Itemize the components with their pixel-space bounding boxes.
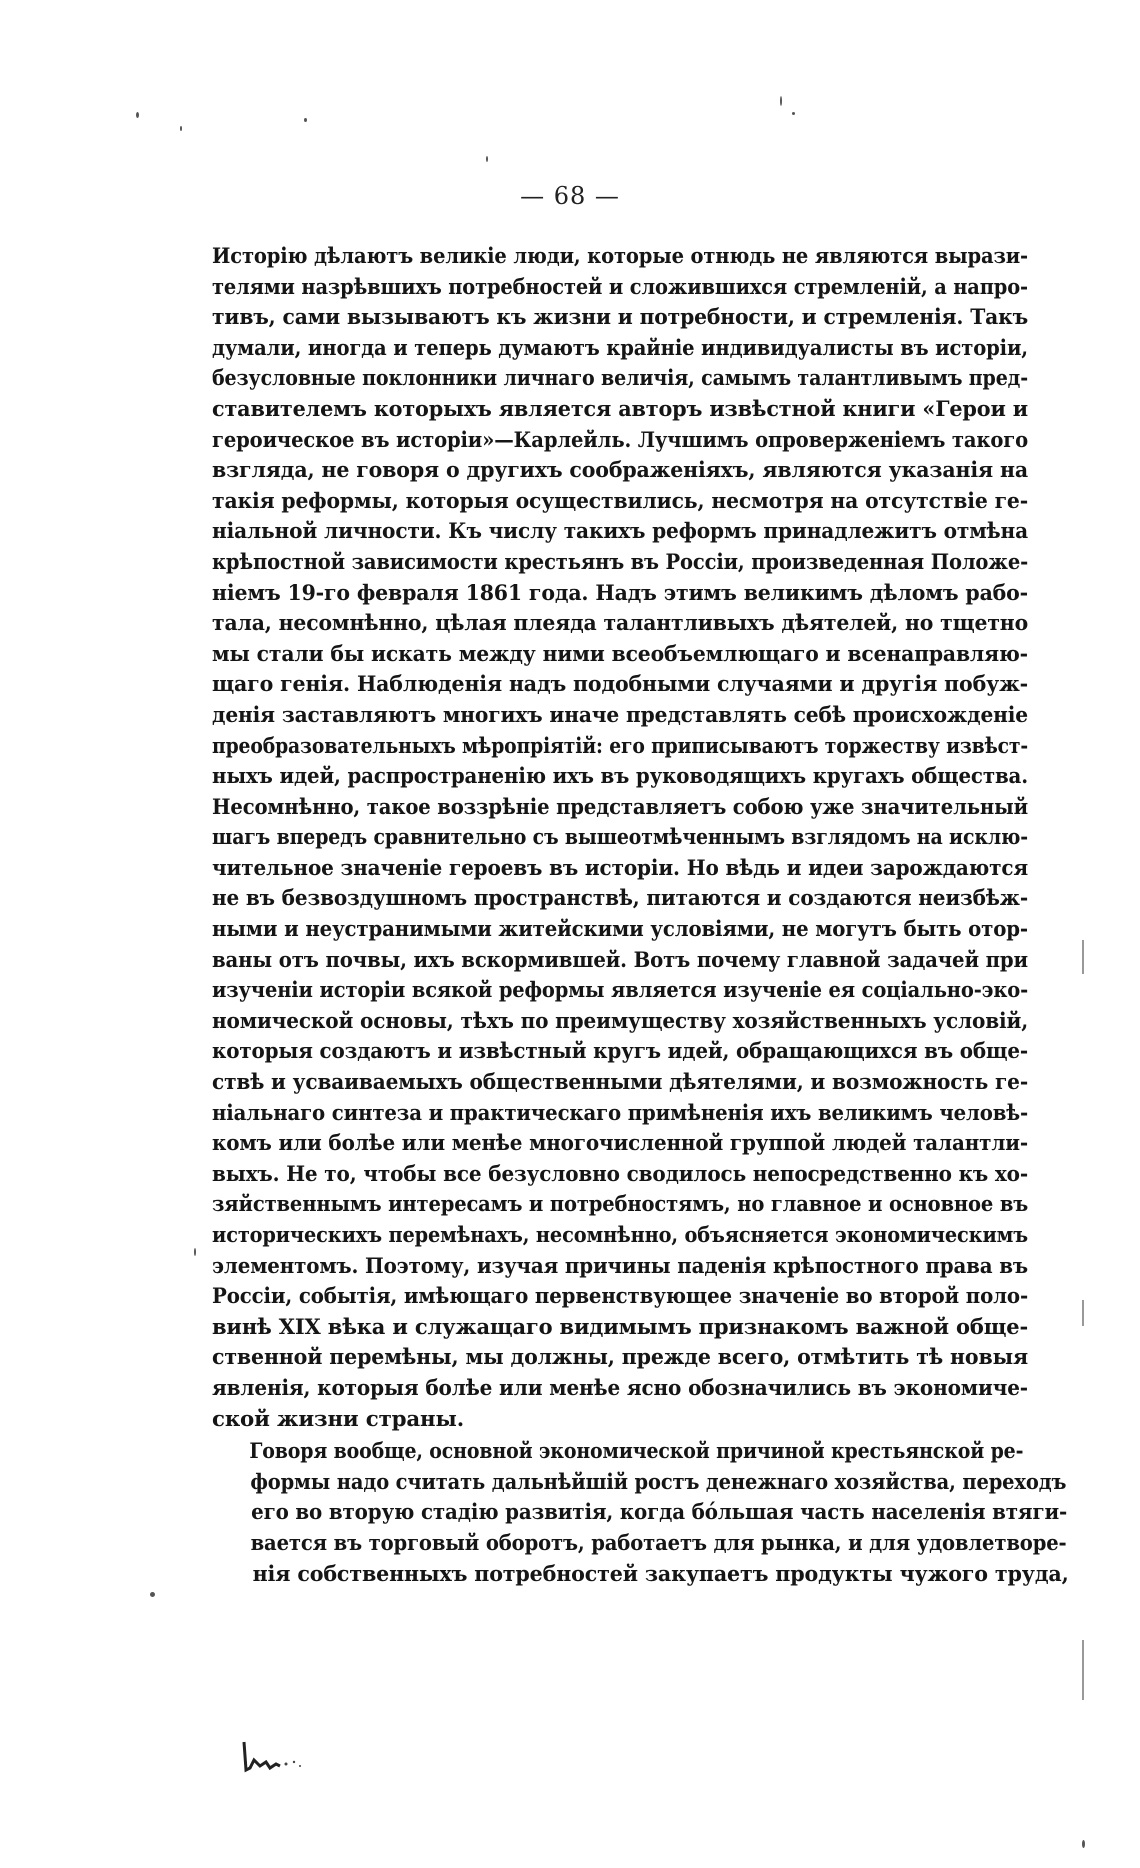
- text-line: нія собственныхъ потребностей закупаетъ продукты чужого труда,: [252, 1561, 1069, 1587]
- text-line: телями назрѣвшихъ потребностей и сложившихся стремленій, а напро-: [212, 274, 1028, 300]
- scan-speck: [792, 112, 795, 115]
- text-line: чительное значеніе героевъ въ исторіи. Но вѣдь и идеи зарождаются: [212, 855, 1029, 881]
- text-line: щаго генія. Наблюденія надъ подобными случаями и другія побуж-: [212, 672, 1029, 698]
- text-line: которыя создаютъ и извѣстный кругъ идей, обращающихся въ обще-: [212, 1039, 1028, 1065]
- text-line: крѣпостной зависимости крестьянъ въ Россіи, произведенная Положе-: [212, 549, 1029, 575]
- text-line: формы надо считать дальнѣйшій ростъ денежнаго хозяйства, переходъ: [250, 1469, 1067, 1495]
- text-line: Говоря вообще, основной экономической причиной крестьянской ре-: [249, 1439, 1024, 1465]
- text-line: ской жизни страны.: [212, 1406, 464, 1432]
- text-line: комъ или болѣе или менѣе многочисленной группой людей талантли-: [212, 1131, 1029, 1157]
- text-line: Исторію дѣлаютъ великіе люди, которые отнюдь не являются вырази-: [212, 244, 1029, 269]
- text-line: Россіи, событія, имѣющаго первенствующее значеніе во второй поло-: [212, 1284, 1029, 1310]
- paragraph-1: [212, 242, 1028, 1435]
- text-line: изученіи исторіи всякой реформы является изученіе ея соціально-эко-: [212, 978, 1029, 1004]
- text-line: ныхъ идей, распространенію ихъ въ руководящихъ кругахъ общества.: [212, 764, 1028, 790]
- text-line: зяйственнымъ интересамъ и потребностямъ, но главное и основное въ: [212, 1192, 1029, 1218]
- text-line: тала, несомнѣнно, цѣлая плеяда талантливыхъ дѣятелей, но тщетно: [212, 611, 1029, 637]
- text-line: его во вторую стадію развитія, когда бо́льшая часть населенія втяги-: [251, 1500, 1068, 1526]
- text-line: не въ безвоздушномъ пространствѣ, питаются и создаются неизбѣж-: [212, 886, 1029, 912]
- text-line: ставителемъ которыхъ является авторъ извѣстной книги «Герои и: [212, 396, 1028, 422]
- text-line: ными и неустранимыми житейскими условіями, не могутъ быть отор-: [212, 917, 1028, 943]
- text-line: историческихъ перемѣнахъ, несомнѣнно, объясняется экономическимъ: [212, 1223, 1028, 1248]
- text-line: ствѣ и усваиваемыхъ общественными дѣятелями, и возможность ге-: [212, 1070, 1029, 1096]
- text-line: Несомнѣнно, такое воззрѣніе представляетъ собою уже значительный: [212, 794, 1028, 820]
- edge-mark: [1082, 1300, 1084, 1326]
- text-line: безусловные поклонники личнаго величія, самымъ талантливымъ пред-: [212, 366, 1029, 392]
- text-line: ніемъ 19-го февраля 1861 года. Надъ этимъ великимъ дѣломъ рабо-: [212, 580, 1029, 606]
- text-line: элементомъ. Поэтому, изучая причины паденія крѣпостного права въ: [212, 1253, 1028, 1279]
- text-line: шагъ впередъ сравнительно съ вышеотмѣченнымъ взглядомъ на исклю-: [212, 825, 1029, 851]
- text-line: ніальнаго синтеза и практическаго примѣненія ихъ великимъ человѣ-: [212, 1100, 1029, 1126]
- scan-speck: [136, 112, 139, 118]
- text-line: явленія, которыя болѣе или менѣе ясно обозначились въ экономиче-: [212, 1375, 1028, 1401]
- text-line: преобразовательныхъ мѣропріятій: его приписываютъ торжеству извѣст-: [212, 733, 1029, 759]
- text-line: взгляда, не говоря о другихъ соображеніяхъ, являются указанія на: [212, 458, 1028, 484]
- text-line: денія заставляютъ многихъ иначе представлять себѣ происхожденіе: [212, 702, 1029, 728]
- body-text: [212, 242, 1069, 1590]
- ink-blot-mark: [240, 1738, 310, 1774]
- scan-speck: [780, 96, 782, 106]
- scan-speck: [486, 156, 488, 162]
- text-line: номической основы, тѣхъ по преимуществу хозяйственныхъ условій,: [212, 1008, 1029, 1034]
- text-line: выхъ. Не то, чтобы все безусловно сводилось непосредственно къ хо-: [212, 1161, 1028, 1187]
- scan-speck: [150, 1592, 155, 1597]
- text-line: ственной перемѣны, мы должны, прежде всего, отмѣтить тѣ новыя: [212, 1345, 1028, 1371]
- text-line: ваны отъ почвы, ихъ вскормившей. Вотъ почему главной задачей при: [212, 947, 1028, 973]
- scan-speck: [1082, 1840, 1085, 1848]
- text-line: тивъ, сами вызываютъ къ жизни и потребности, и стремленія. Такъ: [212, 305, 1029, 331]
- scan-speck: [194, 1248, 196, 1256]
- scan-speck: [304, 118, 307, 122]
- paragraph-2: [212, 1437, 1069, 1590]
- text-line: думали, иногда и теперь думаютъ крайніе индивидуалисты въ исторіи,: [212, 335, 1028, 361]
- edge-mark: [1082, 940, 1084, 974]
- text-line: мы стали бы искать между ними всеобъемлющаго и всенаправляю-: [212, 641, 1028, 667]
- text-line: такія реформы, которыя осуществились, несмотря на отсутствіе ге-: [212, 488, 1028, 514]
- text-line: героическое въ исторіи»—Карлейль. Лучшимъ опроверженіемъ такого: [212, 427, 1029, 453]
- text-line: вается въ торговый оборотъ, работаетъ для рынка, и для удовлетворе-: [250, 1530, 1067, 1556]
- page-number: — 68 —: [520, 182, 620, 210]
- scan-speck: [180, 126, 182, 131]
- text-line: винѣ XIX вѣка и служащаго видимымъ признакомъ важной обще-: [212, 1314, 1029, 1340]
- edge-mark: [1082, 1640, 1084, 1700]
- text-line: ніальной личности. Къ числу такихъ реформъ принадлежитъ отмѣна: [212, 519, 1029, 545]
